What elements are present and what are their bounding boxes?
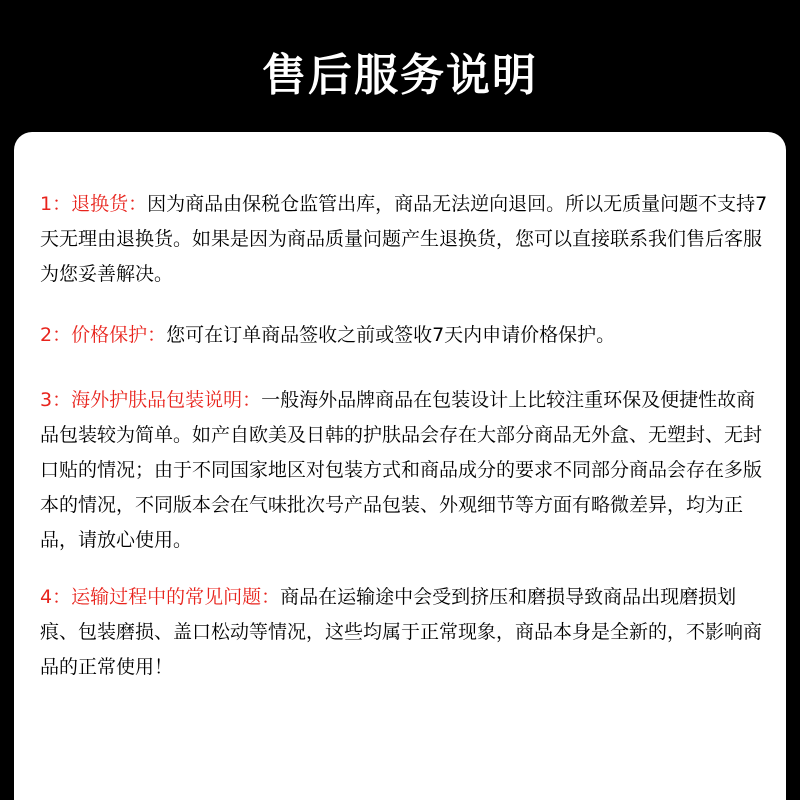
section-text: 您可在订单商品签收之前或签收7天内申请价格保护。: [166, 324, 616, 346]
section-shipping-issues: [40, 580, 770, 685]
section-packaging-note: [40, 383, 770, 558]
section-text: 因为商品由保税仓监管出库，商品无法逆向退回。所以无质量问题不支持7天无理由退换货。如果是因为商品质量问题产生退换货，您可以直接联系我们售后客服为您妥善解决。: [40, 193, 768, 285]
section-return-exchange: [40, 187, 770, 292]
section-label: 1：退换货：: [40, 193, 148, 215]
section-label: 2：价格保护：: [40, 324, 167, 346]
section-label: 3：海外护肤品包装说明：: [40, 389, 262, 411]
section-label: 4：运输过程中的常见问题：: [40, 586, 281, 608]
section-text: 一般海外品牌商品在包装设计上比较注重环保及便捷性故商品包装较为简单。如产自欧美及日韩的护肤品会存在大部分商品无外盒、无塑封、无封口贴的情况；由于不同国家地区对包装方式和商品成分的要求不同部分商品会存在多版本的情况，不同版本会在气味批次号产品包装、外观细节等方面有略微差异，均为正品，请放心使用。: [40, 389, 763, 551]
section-price-protection: [40, 318, 770, 353]
page-title: 售后服务说明: [262, 50, 538, 101]
section-text: 商品在运输途中会受到挤压和磨损导致商品出现磨损划痕、包装磨损、盖口松动等情况，这些均属于正常现象，商品本身是全新的，不影响商品的正常使用！: [40, 586, 763, 678]
